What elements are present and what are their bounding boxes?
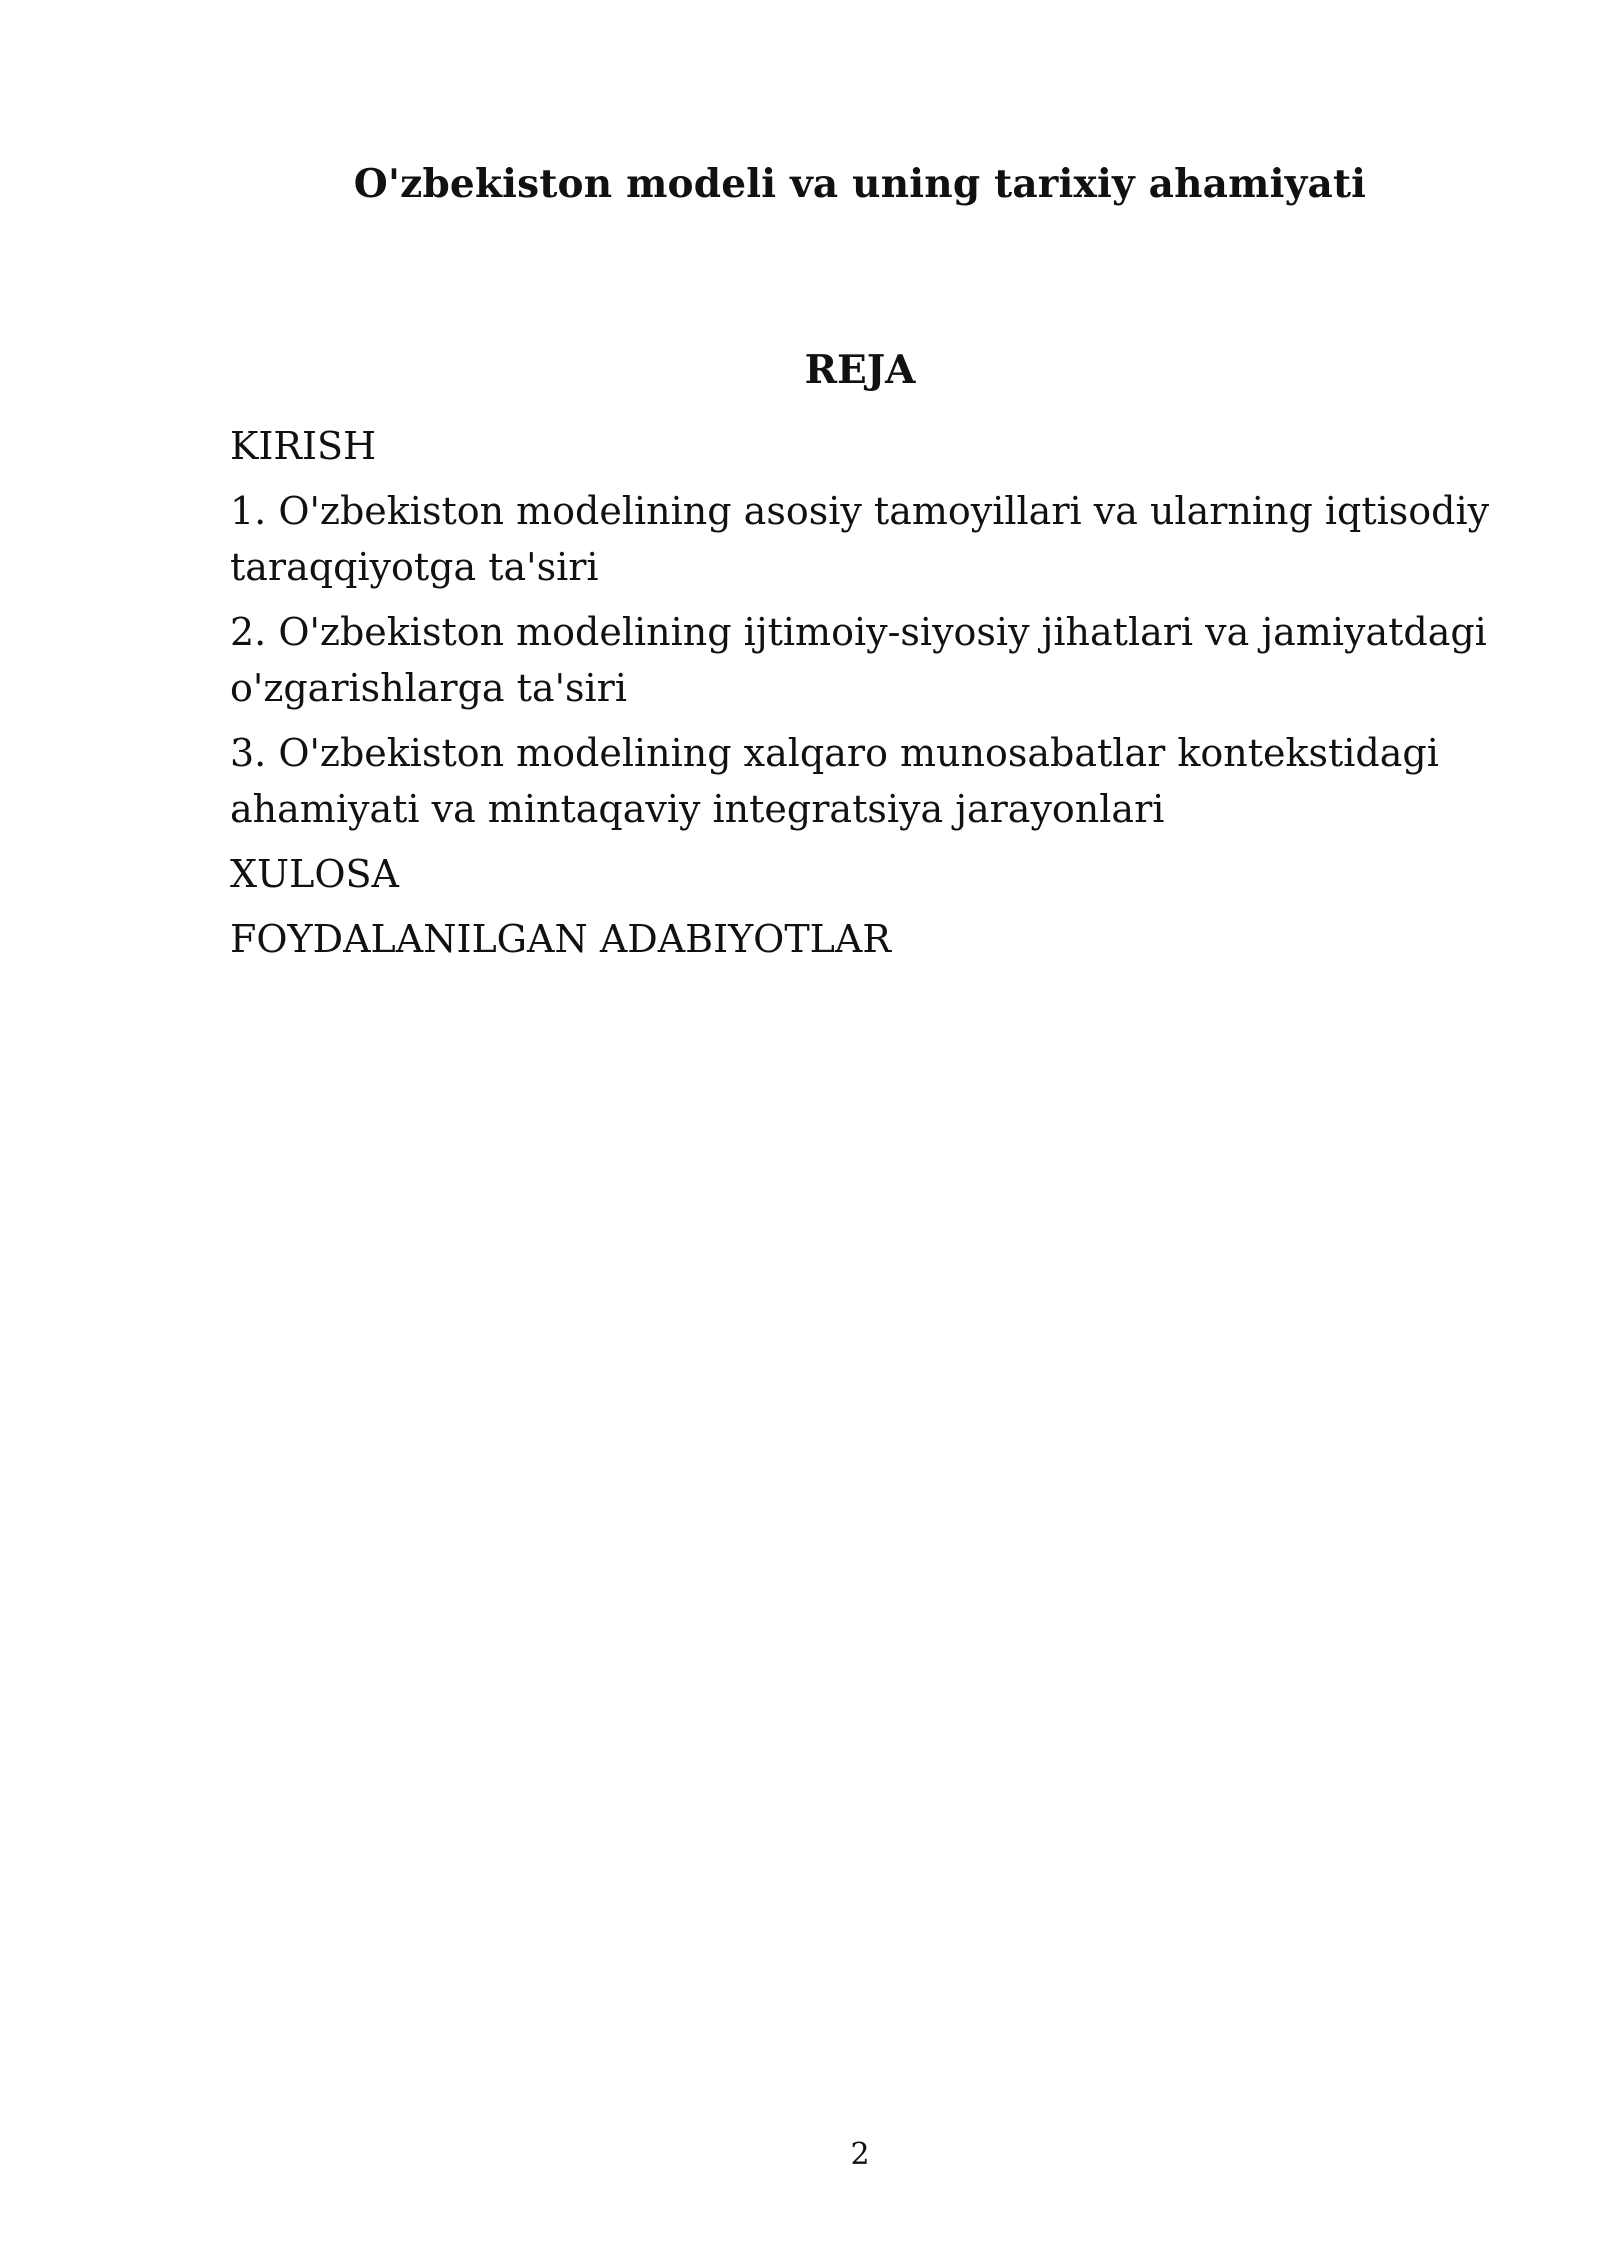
toc-item-section-2: 2. O'zbekiston modelining ijtimoiy-siyosiy jihatlari va jamiyatdagi o'zgarishlarga ta'siri [230,610,1487,710]
toc-item-introduction: KIRISH [230,424,377,468]
toc-item-section-3: 3. O'zbekiston modelining xalqaro munosabatlar kontekstidagi ahamiyati va mintaqaviy integratsiya jarayonlari [230,731,1439,831]
toc-item-conclusion: XULOSA [230,852,399,896]
toc-item-section-1: 1. O'zbekiston modelining asosiy tamoyillari va ularning iqtisodiy taraqqiyotga ta'siri [230,489,1490,589]
table-of-contents [230,418,1530,976]
toc-item-references: FOYDALANILGAN ADABIYOTLAR [230,917,891,961]
document-title: O'zbekiston modeli va uning tarixiy ahamiyati [353,161,1367,207]
plan-heading: REJA [804,347,916,393]
page-number: 2 [850,2137,870,2172]
